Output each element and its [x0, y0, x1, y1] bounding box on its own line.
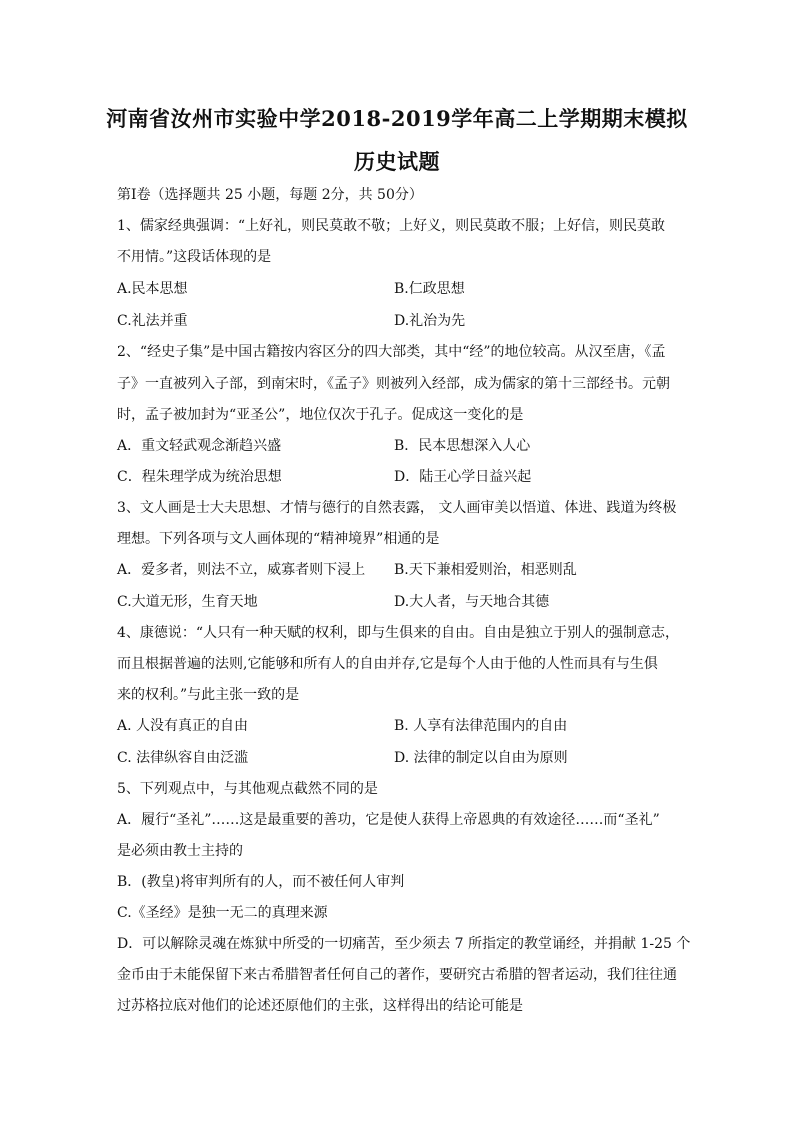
question-2-option-b: B．民本思想深入人心: [394, 438, 531, 454]
question-2-stem-line-1: 2、“经史子集”是中国古籍按内容区分的四大部类，其中“经”的地位较高。从汉至唐，《孟: [117, 344, 666, 360]
question-5-option-d-line-2: 金币由于未能保留下来古希腊智者任何自己的著作，要研究古希腊的智者运动，我们往往通: [117, 967, 677, 983]
question-5-option-d-line-1: D．可以解除灵魂在炼狱中所受的一切痛苦，至少须去 7 所指定的教堂诵经，并捐献 1-25 个: [117, 936, 691, 952]
question-2-option-a: A．重文轻武观念渐趋兴盛: [117, 438, 282, 454]
question-3-stem-line-2: 理想。下列各项与文人画体现的“精神境界”相通的是: [117, 531, 440, 547]
question-5-option-a-line-2: 是必须由教士主持的: [117, 843, 243, 859]
question-5-stem-line-1: 5、下列观点中，与其他观点截然不同的是: [117, 781, 378, 797]
question-1-option-d: D.礼治为先: [394, 313, 466, 329]
question-5-option-b: B．(教皇)将审判所有的人，而不被任何人审判: [117, 874, 405, 890]
question-1-stem-line-2: 不用情。”这段话体现的是: [117, 249, 272, 265]
question-4-option-d: D. 法律的制定以自由为原则: [394, 750, 568, 766]
question-4-stem-line-1: 4、康德说：“人只有一种天赋的权利，即与生俱来的自由。自由是独立于别人的强制意志，: [117, 625, 680, 641]
question-2-option-d: D．陆王心学日益兴起: [394, 469, 532, 485]
question-4-stem-line-2: 而且根据普遍的法则,它能够和所有人的自由并存,它是每个人由于他的人性而具有与生俱: [117, 656, 658, 672]
question-5-option-c: C.《圣经》是独一无二的真理来源: [117, 905, 328, 921]
question-1-stem-line-1: 1、儒家经典强调：“上好礼，则民莫敢不敬；上好义，则民莫敢不服；上好信，则民莫敢: [117, 218, 666, 234]
question-5-option-a-line-1: A．履行“圣礼”……这是最重要的善功，它是使人获得上帝恩典的有效途径……而“圣礼”: [117, 812, 660, 828]
question-2-stem-line-3: 时，孟子被加封为“亚圣公”，地位仅次于孔子。促成这一变化的是: [117, 407, 524, 423]
question-3-option-a: A．爱多者，则法不立，威寡者则下浸上: [117, 562, 366, 578]
question-4-option-a: A. 人没有真正的自由: [117, 718, 249, 734]
question-3-stem-line-1: 3、文人画是士大夫思想、才情与德行的自然表露， 文人画审美以悟道、体进、践道为终极: [117, 500, 677, 516]
exam-title: 河南省汝州市实验中学2018-2019学年高二上学期期末模拟: [106, 106, 688, 131]
question-4-option-b: B. 人享有法律范围内的自由: [394, 718, 568, 734]
question-2-stem-line-2: 子》一直被列入子部，到南宋时，《孟子》则被列入经部，成为儒家的第十三部经书。元朝: [117, 376, 670, 392]
exam-subject: 历史试题: [354, 149, 440, 174]
question-3-option-d: D.大人者，与天地合其德: [394, 594, 550, 610]
question-1-option-c: C.礼法并重: [117, 313, 188, 329]
question-3-option-c: C.大道无形，生育天地: [117, 594, 258, 610]
question-5-option-d-line-3: 过苏格拉底对他们的论述还原他们的主张，这样得出的结论可能是: [117, 998, 523, 1014]
question-3-option-b: B.天下兼相爱则治，相恶则乱: [394, 562, 577, 578]
question-2-option-c: C．程朱理学成为统治思想: [117, 469, 282, 485]
section-heading: 第Ⅰ卷（选择题共 25 小题，每题 2分，共 50分）: [117, 187, 423, 203]
question-4-stem-line-3: 来的权利。”与此主张一致的是: [117, 687, 300, 703]
question-4-option-c: C. 法律纵容自由泛滥: [117, 750, 249, 766]
question-1-option-a: A.民本思想: [117, 281, 188, 297]
question-1-option-b: B.仁政思想: [394, 281, 465, 297]
